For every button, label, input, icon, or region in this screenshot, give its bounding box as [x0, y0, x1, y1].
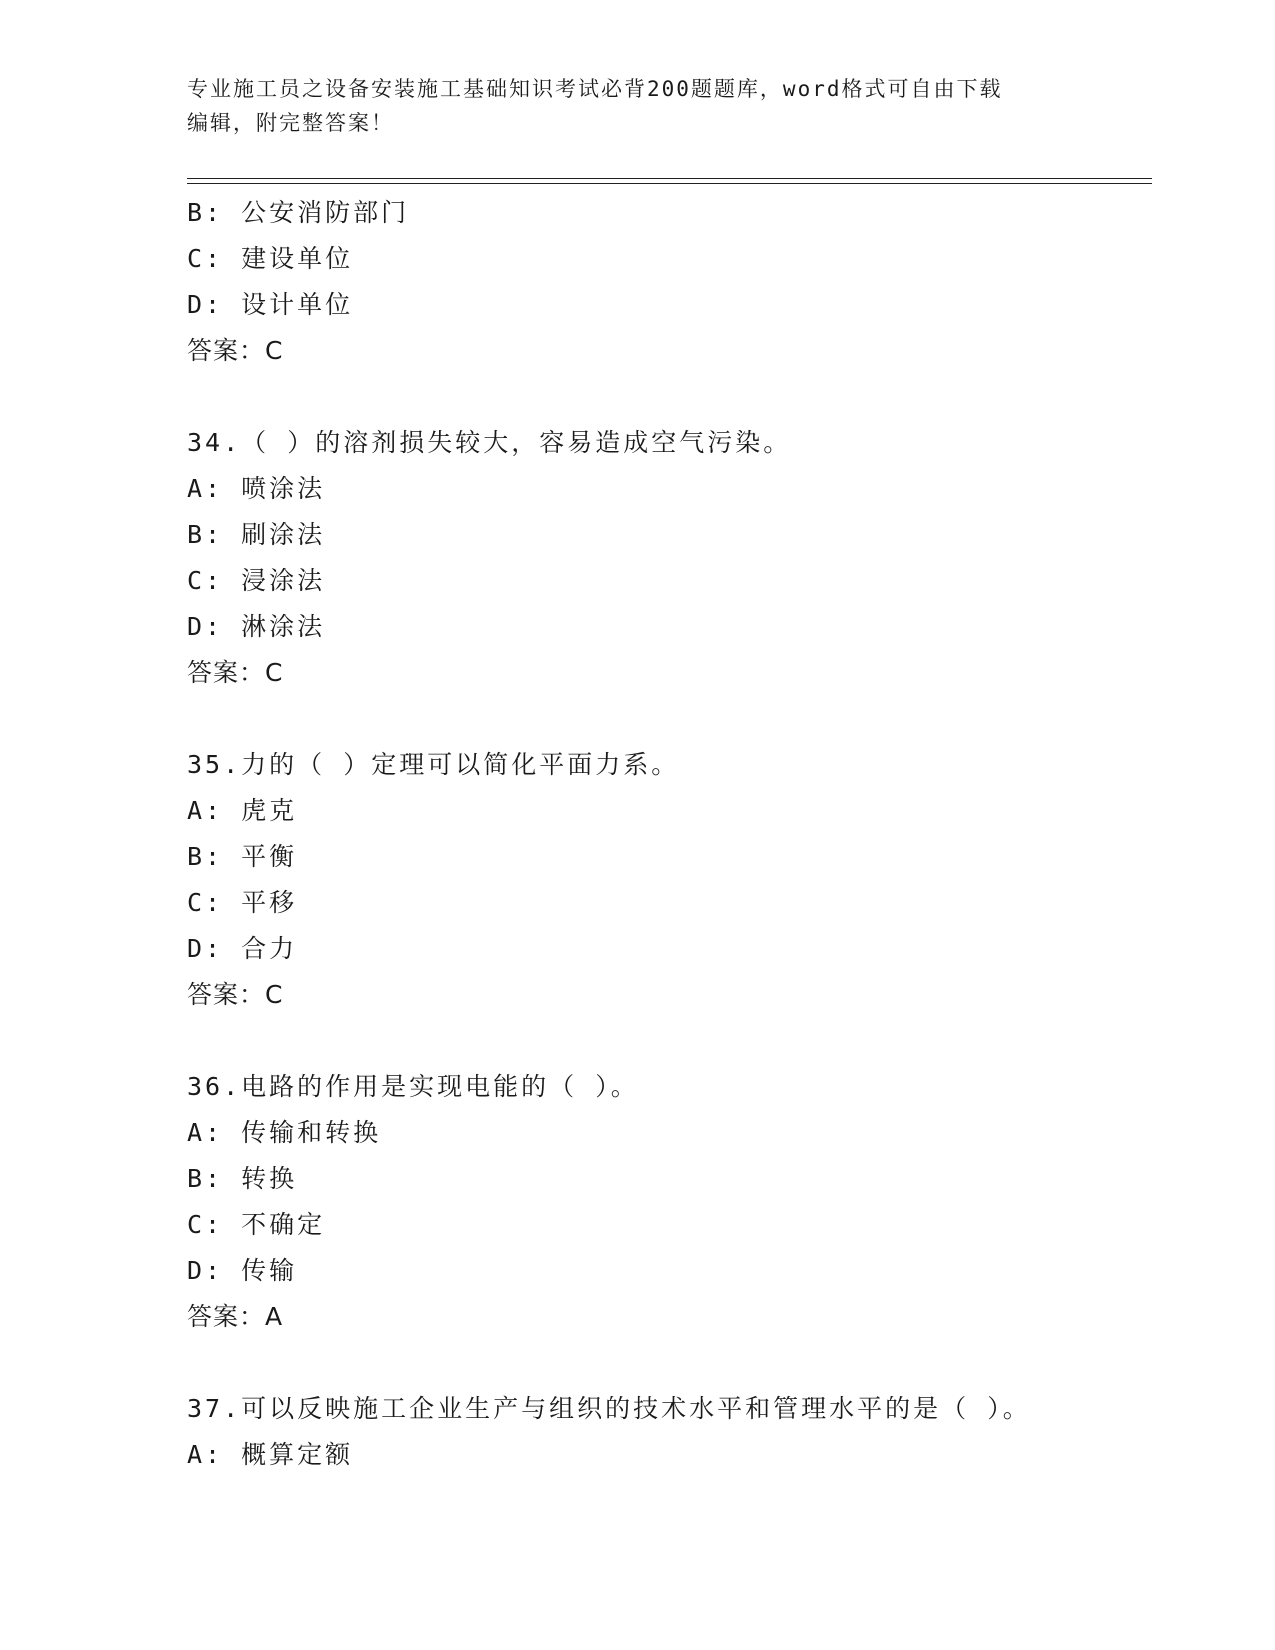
header-divider-top [187, 178, 1152, 179]
question-list [187, 190, 1152, 1478]
option-text: A: 传输和转换 [187, 1118, 382, 1147]
option-text: D: 合力 [187, 934, 298, 963]
answer-text: 答案：C [187, 658, 284, 687]
option-text: D: 设计单位 [187, 290, 354, 319]
option-text: C: 不确定 [187, 1210, 326, 1239]
option-text: B: 刷涂法 [187, 520, 326, 549]
spacer [187, 696, 1152, 742]
option-text: D: 传输 [187, 1256, 298, 1285]
question-text: 37.可以反映施工企业生产与组织的技术水平和管理水平的是（ ）。 [187, 1394, 1031, 1423]
option-text: A: 喷涂法 [187, 474, 326, 503]
option-text: B: 公安消防部门 [187, 198, 410, 227]
option-text: C: 平移 [187, 888, 298, 917]
question-text: 35.力的（ ）定理可以简化平面力系。 [187, 750, 680, 779]
spacer [187, 1018, 1152, 1064]
option-text: A: 概算定额 [187, 1440, 354, 1469]
option-text: B: 转换 [187, 1164, 298, 1193]
header-divider-bottom [187, 183, 1152, 184]
answer-text: 答案：A [187, 1302, 284, 1331]
answer-text: 答案：C [187, 980, 284, 1009]
option-text: C: 浸涂法 [187, 566, 326, 595]
header-line-2: 编辑，附完整答案！ [187, 111, 394, 135]
option-text: C: 建设单位 [187, 244, 354, 273]
option-text: A: 虎克 [187, 796, 298, 825]
question-text: 34.（ ）的溶剂损失较大，容易造成空气污染。 [187, 428, 792, 457]
header-line-1: 专业施工员之设备安装施工基础知识考试必背200题题库，word格式可自由下载 [187, 77, 1003, 101]
option-text: B: 平衡 [187, 842, 298, 871]
answer-text: 答案：C [187, 336, 284, 365]
spacer [187, 1340, 1152, 1386]
document-header [187, 72, 1067, 140]
question-text: 36.电路的作用是实现电能的（ ）。 [187, 1072, 639, 1101]
spacer [187, 374, 1152, 420]
option-text: D: 淋涂法 [187, 612, 326, 641]
